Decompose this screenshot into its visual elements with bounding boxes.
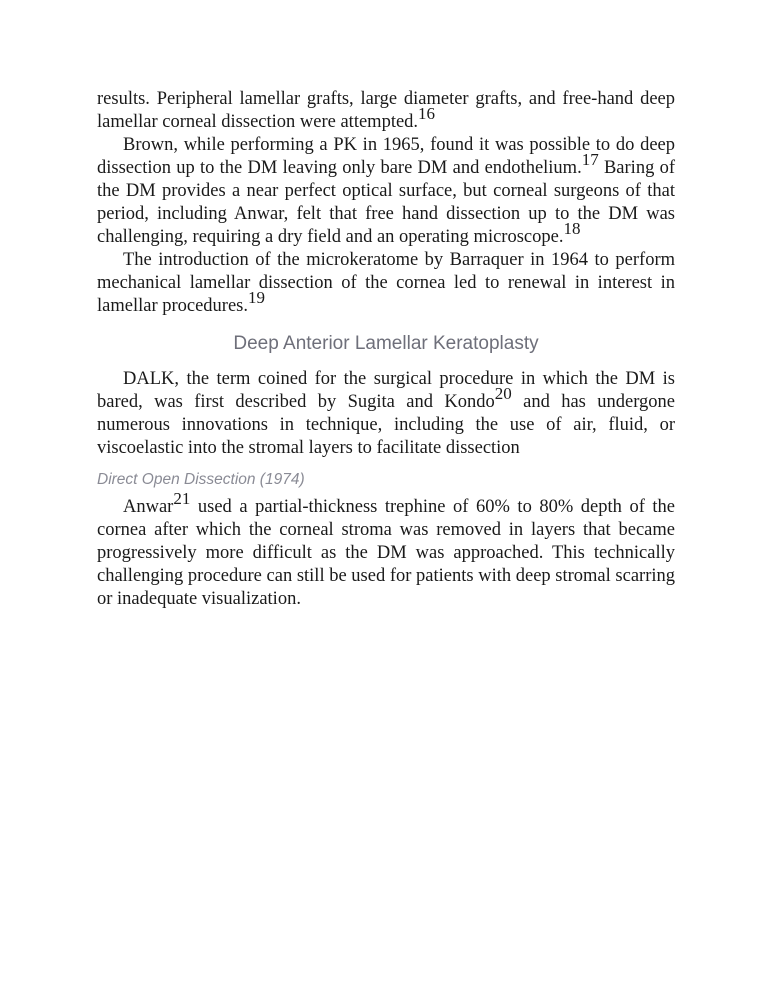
- paragraph-continued: [97, 88, 675, 134]
- paragraph-anwar: [97, 489, 675, 611]
- section-heading: Deep Anterior Lamellar Keratoplasty: [233, 333, 539, 354]
- paragraph-dalk: [97, 368, 675, 460]
- paragraph-text: Anwar: [123, 497, 174, 517]
- paragraph-text: and has undergone numerous innovations in technique, including the use of air, fluid, or viscoelastic into the stromal layers to facilitate dissection: [97, 392, 675, 458]
- reference-superscript: 18: [563, 219, 581, 238]
- paragraph-text: Baring of the DM provides a near perfect optical surface, but corneal surgeons of that period, including Anwar, felt that free hand dissection up to the DM was challenging, requiring a dry field and an operating microscope.: [97, 158, 675, 247]
- reference-superscript: 16: [418, 104, 436, 123]
- paragraph-text: DALK, the term coined for the surgical procedure in which the DM is bared, was first described by Sugita and Kondo: [97, 369, 675, 412]
- document-page: [97, 88, 675, 611]
- reference-superscript: 17: [581, 150, 599, 169]
- reference-superscript: 21: [173, 489, 191, 508]
- reference-superscript: 19: [248, 288, 266, 307]
- paragraph-brown: [97, 134, 675, 249]
- subsection-heading: Direct Open Dissection (1974): [97, 471, 305, 488]
- paragraph-text: used a partial-thickness trephine of 60% to 80% depth of the cornea after which the corneal stroma was removed in layers that became progressively more difficult as the DM was approached. This technically challenging procedure can still be used for patients with deep stromal scarring or inadequate visualization.: [97, 497, 675, 609]
- reference-superscript: 20: [494, 384, 512, 403]
- paragraph-text: The introduction of the microkeratome by Barraquer in 1964 to perform mechanical lamellar dissection of the cornea led to renewal in interest in lamellar procedures.: [97, 250, 675, 316]
- paragraph-text: Brown, while performing a PK in 1965, found it was possible to do deep dissection up to the DM leaving only bare DM and endothelium.: [97, 135, 675, 178]
- paragraph-microkeratome: [97, 249, 675, 318]
- paragraph-text: results. Peripheral lamellar grafts, large diameter grafts, and free-hand deep lamellar corneal dissection were attempted.: [97, 89, 675, 132]
